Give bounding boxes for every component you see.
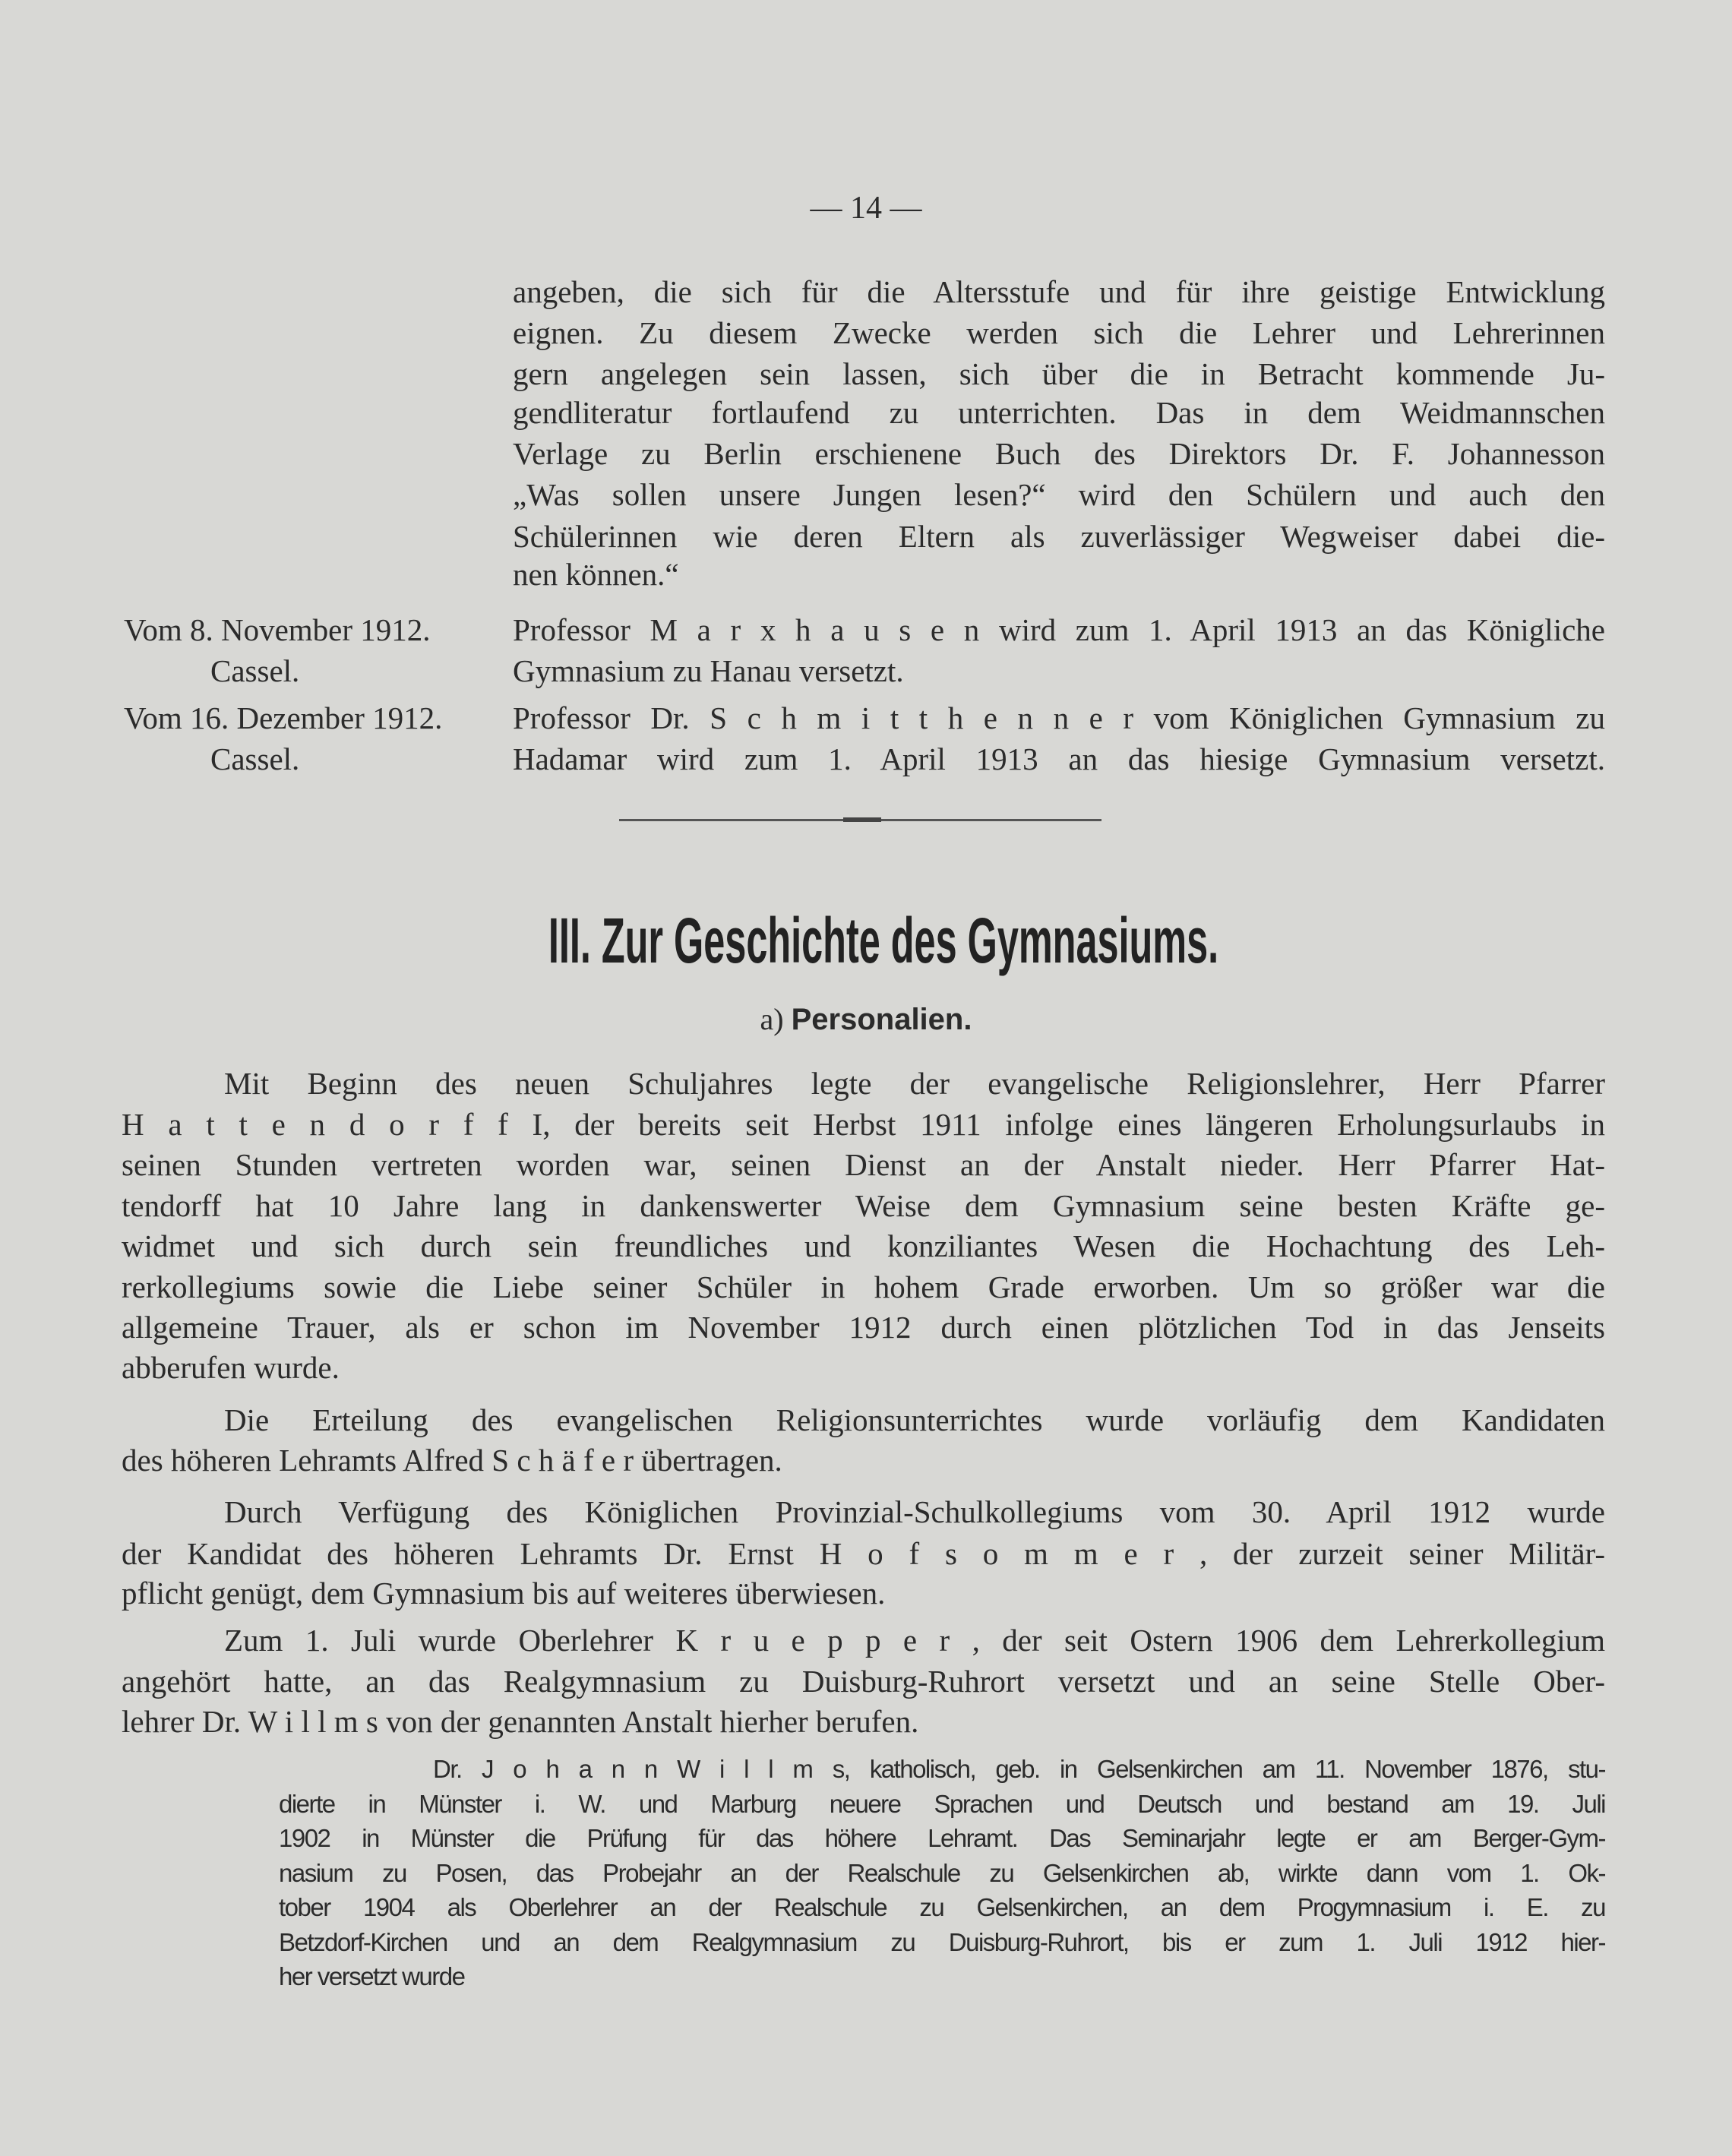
page-number: — 14 — bbox=[810, 191, 922, 226]
body-line: allgemeine Trauer, als er schon im November 1912 durch einen plötzlichen Tod in das Jenseits bbox=[122, 1310, 1605, 1345]
body-line: rerkollegiums sowie die Liebe seiner Schüler in hohem Grade erworben. Um so größer war die bbox=[122, 1269, 1605, 1304]
intro-line: „Was sollen unsere Jungen lesen?“ wird den Schülern und auch den bbox=[513, 477, 1605, 512]
intro-line: nen können.“ bbox=[513, 557, 679, 592]
subsection-prefix: a) bbox=[760, 1002, 784, 1036]
intro-line: gern angelegen sein lassen, sich über die in Betracht kommende Ju- bbox=[513, 356, 1605, 391]
subsection-title: Personalien. bbox=[791, 1003, 972, 1036]
intro-line: Schülerinnen wie deren Eltern als zuverlässiger Wegweiser dabei die- bbox=[513, 519, 1605, 554]
notice-date: Vom 16. Dezember 1912. bbox=[124, 700, 443, 735]
body-line: Durch Verfügung des Königlichen Provinzial-Schulkollegiums vom 30. April 1912 wurde bbox=[224, 1494, 1605, 1529]
notice-place: Cassel. bbox=[210, 653, 300, 688]
body-line: Mit Beginn des neuen Schuljahres legte der evangelische Religionslehrer, Herr Pfarrer bbox=[224, 1066, 1605, 1101]
footnote-line: dierte in Münster i. W. und Marburg neuere Sprachen und Deutsch und bestand am 19. Juli bbox=[279, 1789, 1605, 1818]
intro-line: gendliteratur fortlaufend zu unterrichten. Das in dem Weidmannschen bbox=[513, 395, 1605, 430]
notice-text-line: Professor Dr. S c h m i t t h e n n e r vom Königlichen Gymnasium zu bbox=[513, 700, 1605, 735]
notice-text-line: Professor M a r x h a u s e n wird zum 1. April 1913 an das Königliche bbox=[513, 612, 1605, 647]
body-line: Die Erteilung des evangelischen Religionsunterrichtes wurde vorläufig dem Kandidaten bbox=[224, 1402, 1605, 1437]
body-line: seinen Stunden vertreten worden war, seinen Dienst an der Anstalt nieder. Herr Pfarrer Hat- bbox=[122, 1147, 1605, 1182]
subsection-heading bbox=[0, 1001, 1732, 1037]
notice-text-line: Hadamar wird zum 1. April 1913 an das hiesige Gymnasium versetzt. bbox=[513, 741, 1605, 776]
body-line: abberufen wurde. bbox=[122, 1350, 340, 1385]
body-line: lehrer Dr. W i l l m s von der genannten Anstalt hierher berufen. bbox=[122, 1704, 919, 1739]
footnote-line: nasium zu Posen, das Probejahr an der Realschule zu Gelsenkirchen ab, wirkte dann vom 1. Ok- bbox=[279, 1858, 1605, 1887]
footnote-line: her versetzt wurde bbox=[279, 1962, 465, 1990]
body-line: der Kandidat des höheren Lehramts Dr. Ernst H o f s o m m e r , der zurzeit seiner Militär- bbox=[122, 1536, 1605, 1571]
section-divider-ornament bbox=[843, 817, 881, 822]
notice-text-line: Gymnasium zu Hanau versetzt. bbox=[513, 653, 904, 688]
footnote-line: Dr. J o h a n n W i l l m s, katholisch, geb. in Gelsenkirchen am 11. November 1876, stu- bbox=[433, 1755, 1605, 1783]
body-line: tendorff hat 10 Jahre lang in dankenswerter Weise dem Gymnasium seine besten Kräfte ge- bbox=[122, 1188, 1605, 1223]
footnote-line: tober 1904 als Oberlehrer an der Realschule zu Gelsenkirchen, an dem Progymnasium i. E. zu bbox=[279, 1893, 1605, 1921]
body-line: H a t t e n d o r f f I, der bereits seit Herbst 1911 infolge eines längeren Erholungsurlaubs in bbox=[122, 1107, 1605, 1142]
body-line: pflicht genügt, dem Gymnasium bis auf weiteres überwiesen. bbox=[122, 1576, 886, 1611]
body-line: angehört hatte, an das Realgymnasium zu Duisburg-Ruhrort versetzt und an seine Stelle Ober- bbox=[122, 1664, 1605, 1699]
intro-line: eignen. Zu diesem Zwecke werden sich die Lehrer und Lehrerinnen bbox=[513, 315, 1605, 350]
body-line: des höheren Lehramts Alfred S c h ä f e r übertragen. bbox=[122, 1443, 782, 1478]
intro-line: Verlage zu Berlin erschienene Buch des Direktors Dr. F. Johannesson bbox=[513, 436, 1605, 471]
notice-date: Vom 8. November 1912. bbox=[124, 612, 431, 647]
footnote-line: 1902 in Münster die Prüfung für das höhere Lehramt. Das Seminarjahr legte er am Berger-Gym- bbox=[279, 1824, 1605, 1852]
intro-line: angeben, die sich für die Altersstufe und für ihre geistige Entwicklung bbox=[513, 274, 1605, 309]
section-heading: III. Zur Geschichte des Gymnasiums. bbox=[548, 905, 1219, 976]
body-line: Zum 1. Juli wurde Oberlehrer K r u e p p e r , der seit Ostern 1906 dem Lehrerkollegium bbox=[224, 1623, 1605, 1658]
body-line: widmet und sich durch sein freundliches und konziliantes Wesen die Hochachtung des Leh- bbox=[122, 1228, 1605, 1263]
notice-place: Cassel. bbox=[210, 741, 300, 776]
footnote-line: Betzdorf-Kirchen und an dem Realgymnasium zu Duisburg-Ruhrort, bis er zum 1. Juli 1912 hier- bbox=[279, 1927, 1605, 1956]
